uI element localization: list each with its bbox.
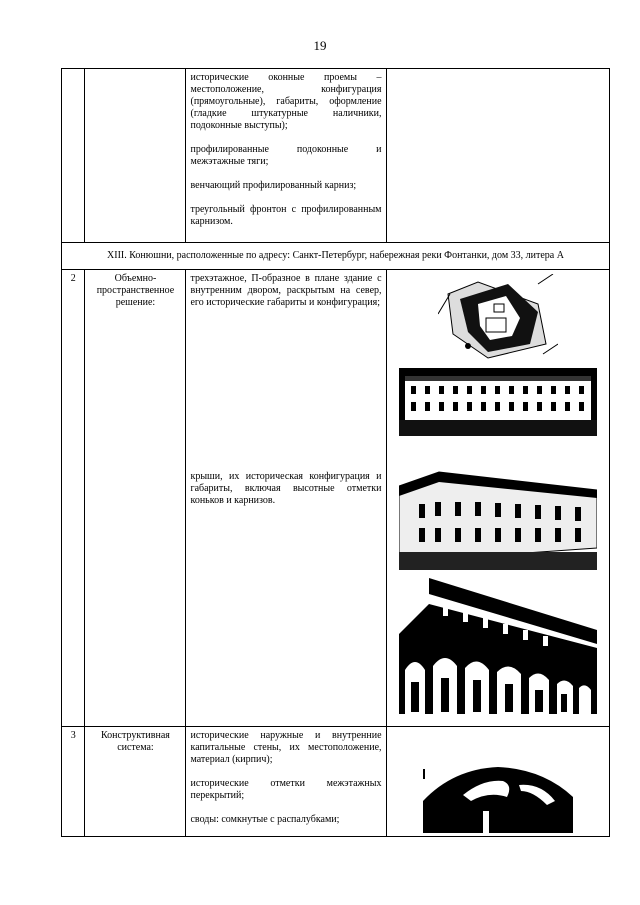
page-number: 19	[313, 38, 327, 53]
paragraph: исторические отметки межэтажных перекрытий;	[190, 778, 382, 801]
table-row-section	[62, 243, 610, 270]
table-row	[62, 727, 610, 837]
table-row-continuation	[62, 69, 610, 243]
num-cell	[62, 69, 85, 243]
description-cell	[186, 270, 386, 727]
site-plan-image	[438, 274, 558, 360]
description-cell	[186, 727, 386, 837]
paragraph: исторические оконные проемы – местоположение, конфигурация (прямоугольные), габариты, оформление (гладкие штукатурные наличники, подоконные выступы);	[190, 72, 382, 131]
label-cell: Конструктивная система:	[85, 727, 186, 837]
paragraph: своды: сомкнутые с распалубками;	[190, 814, 340, 825]
num-cell: 2	[62, 270, 85, 727]
description-cell	[186, 69, 386, 243]
paragraph: исторические наружные и внутренние капитальные стены, их местоположение, материал (кирпич);	[190, 730, 382, 765]
photo-cell	[386, 69, 609, 243]
facade-photo	[399, 468, 597, 570]
paragraph: крыши, их историческая конфигурация и габариты, включая высотные отметки коньков и карнизов.	[190, 471, 382, 506]
table-row	[62, 270, 610, 727]
photo-cell	[386, 270, 609, 727]
courtyard-photo	[399, 574, 597, 720]
section-title: XIII. Конюшни, расположенные по адресу: Санкт-Петербург, набережная реки Фонтанки, дом 33, литера А	[62, 243, 610, 270]
paragraph: трехэтажное, П-образное в плане здание с внутренним двором, раскрытым на север, его исторические габариты и конфигурация;	[190, 273, 382, 308]
vault-photo	[423, 761, 573, 833]
label-cell: Объемно-пространственное решение:	[85, 270, 186, 727]
num-cell: 3	[62, 727, 85, 837]
paragraph: профилированные подоконные и межэтажные тяги;	[190, 144, 382, 167]
photo-cell	[386, 727, 609, 837]
label-cell	[85, 69, 186, 243]
protection-subject-table	[61, 68, 610, 837]
facade-photo	[399, 368, 597, 436]
paragraph: треугольный фронтон с профилированным карнизом.	[190, 204, 382, 227]
paragraph: венчающий профилированный карниз;	[190, 180, 357, 191]
